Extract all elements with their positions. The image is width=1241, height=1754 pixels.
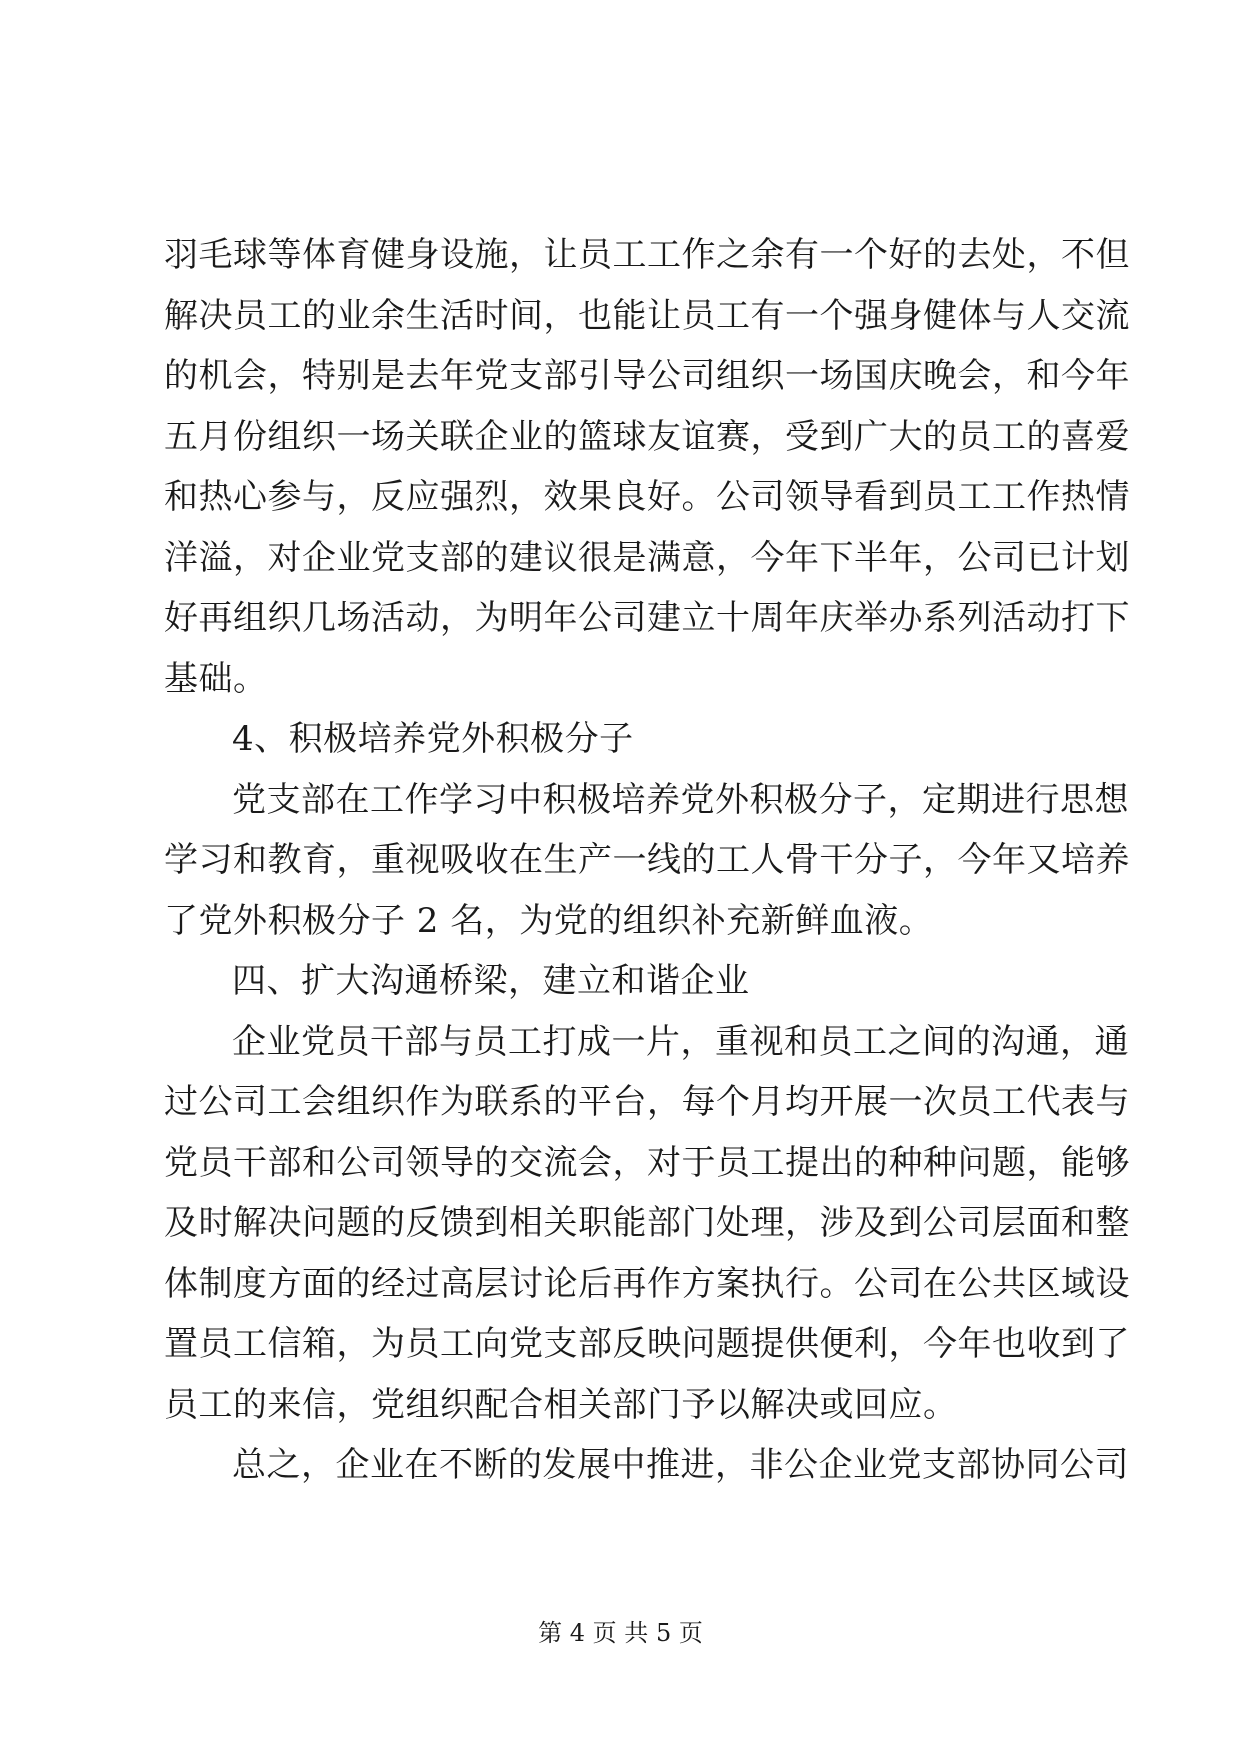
text-line: 和热心参与，反应强烈，效果良好。公司领导看到员工工作热情 — [164, 477, 1130, 517]
text-line: 总之，企业在不断的发展中推进，非公企业党支部协同公司 — [232, 1445, 1129, 1485]
page-footer: 第 4 页 共 5 页 — [538, 1619, 703, 1647]
text-line: 五月份组织一场关联企业的篮球友谊赛，受到广大的员工的喜爱 — [164, 416, 1130, 457]
text-line: 员工的来信，党组织配合相关部门予以解决或回应。 — [164, 1384, 958, 1425]
text-line: 及时解决问题的反馈到相关职能部门处理，涉及到公司层面和整 — [164, 1203, 1130, 1243]
document-body — [164, 225, 1130, 1496]
section-heading: 四、扩大沟通桥梁，建立和谐企业 — [232, 961, 750, 1001]
section-heading: 4、积极培养党外积极分子 — [232, 719, 634, 759]
text-line: 学习和教育，重视吸收在生产一线的工人骨干分子，今年又培养 — [164, 840, 1130, 880]
text-line: 党支部在工作学习中积极培养党外积极分子，定期进行思想 — [232, 779, 1129, 820]
text-line: 置员工信箱，为员工向党支部反映问题提供便利，今年也收到了 — [164, 1324, 1130, 1364]
text-line: 的机会，特别是去年党支部引导公司组织一场国庆晚会，和今年 — [164, 356, 1130, 396]
text-line: 好再组织几场活动，为明年公司建立十周年庆举办系列活动打下 — [164, 598, 1130, 638]
text-line: 党员干部和公司领导的交流会，对于员工提出的种种问题，能够 — [164, 1142, 1130, 1183]
text-line: 基础。 — [164, 658, 268, 699]
text-line: 过公司工会组织作为联系的平台，每个月均开展一次员工代表与 — [164, 1082, 1130, 1122]
text-line: 企业党员干部与员工打成一片，重视和员工之间的沟通，通 — [232, 1021, 1129, 1062]
text-line: 了党外积极分子 2 名，为党的组织补充新鲜血液。 — [164, 900, 934, 941]
text-line: 洋溢，对企业党支部的建议很是满意，今年下半年，公司已计划 — [164, 537, 1130, 578]
text-line: 羽毛球等体育健身设施，让员工工作之余有一个好的去处，不但 — [164, 235, 1130, 275]
text-line: 解决员工的业余生活时间，也能让员工有一个强身健体与人交流 — [164, 295, 1130, 336]
text-line: 体制度方面的经过高层讨论后再作方案执行。公司在公共区域设 — [164, 1263, 1130, 1304]
